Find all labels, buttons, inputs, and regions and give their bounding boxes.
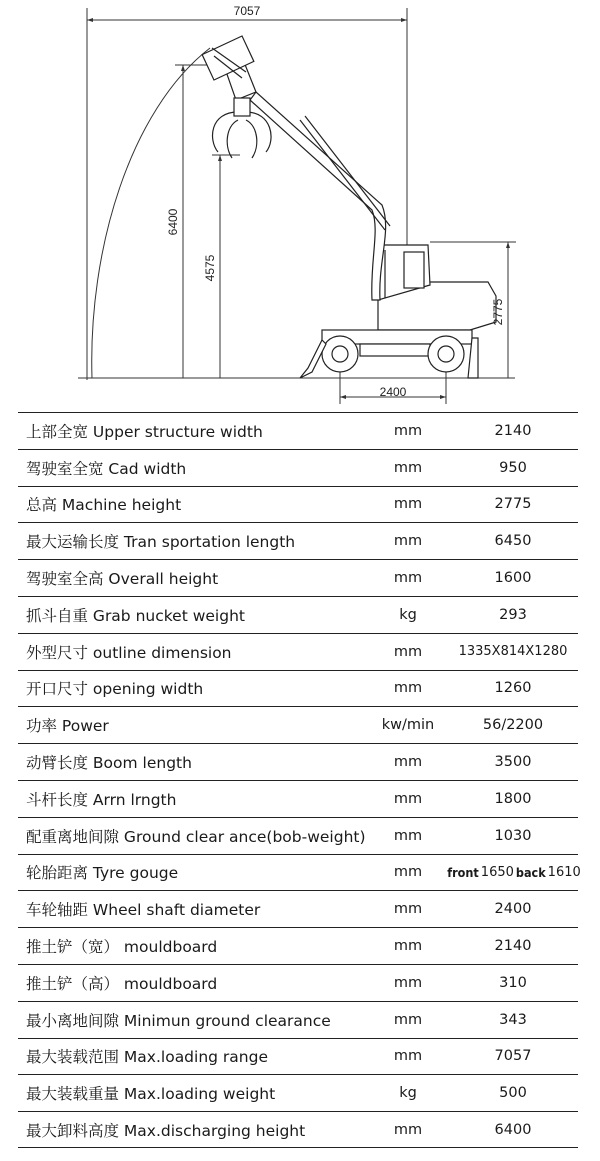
spec-unit: mm (393, 459, 423, 476)
spec-value: 1600 (494, 570, 532, 587)
spec-value: 56/2200 (482, 717, 544, 734)
spec-unit: mm (393, 790, 423, 807)
front-value: 1650 (480, 864, 514, 880)
spec-unit: kw/min (381, 717, 435, 734)
spec-value: 1260 (494, 680, 532, 697)
spec-unit: mm (393, 1048, 423, 1065)
spec-unit: mm (393, 496, 423, 513)
spec-row (18, 743, 578, 780)
spec-row (18, 1001, 578, 1038)
spec-row (18, 522, 578, 559)
spec-value: 500 (499, 1085, 527, 1102)
spec-table (18, 412, 581, 1148)
spec-name: 开口尺寸 opening width (26, 680, 204, 699)
spec-value: 6400 (494, 1121, 532, 1138)
spec-value: 6450 (494, 533, 532, 550)
spec-value: 293 (499, 606, 527, 623)
spec-unit: mm (393, 827, 423, 844)
spec-name: 最大运输长度 Tran sportation length (26, 533, 296, 552)
spec-name: 上部全宽 Upper structure width (26, 422, 263, 441)
dim-label-2775: 2775 (491, 298, 505, 326)
spec-value: 950 (499, 459, 527, 476)
spec-unit: mm (393, 1121, 423, 1138)
spec-row (18, 670, 578, 707)
spec-value: 1030 (494, 827, 532, 844)
spec-row (18, 706, 578, 743)
spec-unit: mm (393, 680, 423, 697)
spec-name: 轮胎距离 Tyre gouge (26, 864, 179, 883)
spec-unit: mm (393, 643, 423, 660)
spec-row (18, 486, 578, 523)
spec-unit: mm (393, 974, 423, 991)
machine-dimension-diagram (0, 0, 600, 410)
spec-unit: kg (399, 1085, 417, 1102)
spec-unit: mm (393, 864, 423, 881)
dim-label-wheelbase: 2400 (379, 385, 407, 399)
spec-row (18, 854, 581, 891)
spec-value: 2775 (494, 496, 532, 513)
spec-row (18, 780, 578, 817)
spec-name: 配重离地间隙 Ground clear ance(bob-weight) (26, 827, 366, 846)
front-label: front (447, 864, 479, 880)
spec-name: 动臂长度 Boom length (26, 754, 192, 773)
spec-row (18, 964, 578, 1001)
spec-unit: mm (393, 938, 423, 955)
spec-name: 车轮轴距 Wheel shaft diameter (26, 901, 261, 920)
spec-name: 驾驶室全宽 Cad width (26, 459, 187, 478)
dim-label-6400: 6400 (166, 208, 180, 236)
spec-unit: mm (393, 533, 423, 550)
spec-name: 最大装载范围 Max.loading range (26, 1048, 268, 1067)
spec-row (18, 596, 578, 633)
spec-unit: mm (393, 754, 423, 771)
spec-unit: mm (393, 901, 423, 918)
spec-value: 1800 (494, 790, 532, 807)
back-value: 1610 (547, 864, 581, 880)
spec-value: 2400 (494, 901, 532, 918)
spec-row (18, 412, 578, 449)
spec-name: 功率 Power (26, 717, 109, 736)
spec-name: 推土铲（高） mouldboard (26, 974, 218, 993)
spec-name: 最小离地间隙 Minimun ground clearance (26, 1011, 331, 1030)
spec-name: 总高 Machine height (26, 496, 182, 515)
dim-label-top: 7057 (233, 4, 261, 18)
spec-row (18, 890, 578, 927)
spec-unit: mm (393, 1011, 423, 1028)
spec-name: 最大卸料高度 Max.discharging height (26, 1121, 306, 1140)
spec-unit: mm (393, 570, 423, 587)
spec-name: 斗杆长度 Arrn lrngth (26, 790, 177, 809)
spec-row (18, 817, 578, 854)
spec-row (18, 633, 578, 670)
spec-value: 7057 (494, 1048, 532, 1065)
dim-label-4575: 4575 (203, 254, 217, 282)
spec-value: 2140 (494, 422, 532, 439)
spec-row (18, 1074, 578, 1111)
spec-value: 2140 (494, 938, 532, 955)
spec-name: 最大装载重量 Max.loading weight (26, 1085, 276, 1104)
spec-name: 抓斗自重 Grab nucket weight (26, 606, 245, 625)
spec-value: 343 (499, 1011, 527, 1028)
machine-drawing (202, 36, 496, 378)
spec-row (18, 1038, 578, 1075)
spec-name: 外型尺寸 outline dimension (26, 643, 232, 662)
back-label: back (515, 864, 546, 880)
spec-value: 1335X814X1280 (458, 644, 568, 660)
spec-unit: mm (393, 422, 423, 439)
spec-name: 推土铲（宽） mouldboard (26, 938, 218, 957)
spec-name: 驾驶室全高 Overall height (26, 570, 219, 589)
spec-value: 310 (499, 974, 527, 991)
spec-value-tyre (438, 855, 588, 891)
spec-row (18, 559, 578, 596)
spec-row (18, 927, 578, 964)
spec-value: 3500 (494, 754, 532, 771)
spec-row (18, 1111, 578, 1148)
spec-unit: kg (399, 606, 417, 623)
spec-row (18, 449, 578, 486)
